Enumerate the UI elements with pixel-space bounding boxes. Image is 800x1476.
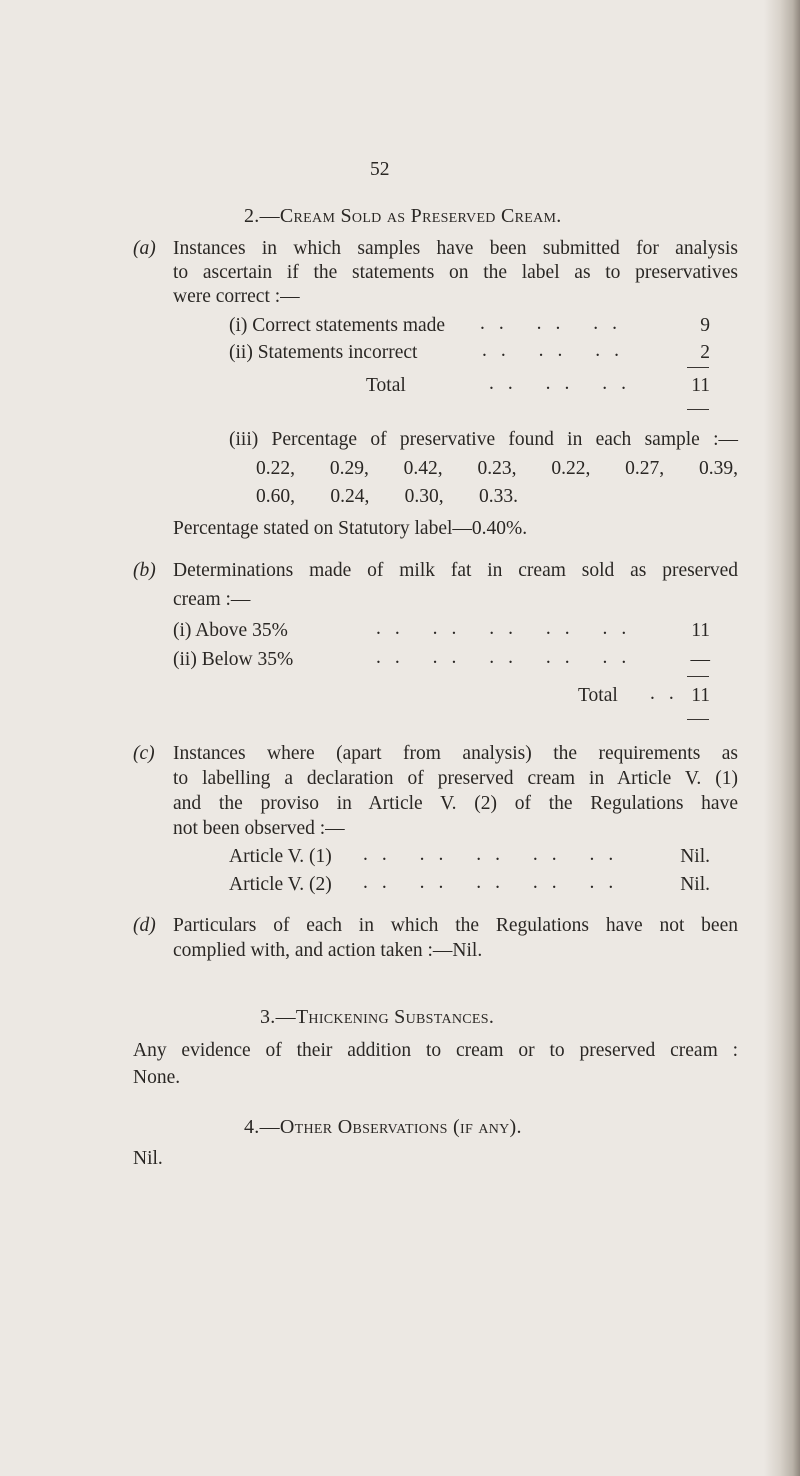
percent-value: 0.22, (551, 458, 591, 479)
percent-row-2 (256, 485, 518, 509)
item-c-line-2: to labelling a declaration of preserved cream in Article V. (1) (173, 768, 738, 789)
item-b-line-2: cream :— (173, 589, 251, 610)
stated-percentage: Percentage stated on Statutory label—0.40%. (173, 518, 528, 539)
a-total-label: Total (366, 375, 406, 396)
item-d-line-2: complied with, and action taken :—Nil. (173, 940, 483, 961)
rule (687, 719, 709, 720)
rule (687, 676, 709, 677)
b-total-label: Total (578, 685, 618, 706)
percent-value: 0.29, (329, 458, 369, 479)
c-article-1-value: Nil. (680, 846, 710, 867)
percent-value: 0.23, (477, 458, 517, 479)
c-article-1-label: Article V. (1) (229, 846, 332, 867)
b-ii-value: — (690, 649, 710, 670)
a-iii-lead: (iii) Percentage of preservative found in each sample :— (229, 429, 738, 450)
rule (687, 367, 709, 368)
item-d-marker: (d) (133, 915, 156, 936)
item-c-line-1: Instances where (apart from analysis) the requirements as (173, 743, 738, 764)
c-article-2-value: Nil. (680, 874, 710, 895)
item-b-line-1: Determinations made of milk fat in cream sold as preserved (173, 560, 738, 581)
b-ii-label: (ii) Below 35% (173, 649, 294, 670)
item-b-marker: (b) (133, 560, 156, 581)
percent-value: 0.24, (330, 486, 370, 507)
percent-value: 0.39, (698, 458, 738, 479)
item-a-line-1: Instances in which samples have been submitted for analysis (173, 238, 738, 259)
percent-value: 0.30, (404, 486, 444, 507)
item-a-line-3: were correct :— (173, 286, 300, 307)
section-2-heading: 2.—Cream Sold as Preserved Cream. (244, 205, 562, 227)
leader-dots: .. .. .. (489, 373, 640, 394)
section-3-line-1: Any evidence of their addition to cream or to preserved cream : (133, 1040, 738, 1061)
b-i-label: (i) Above 35% (173, 620, 288, 641)
b-total-value: 11 (691, 685, 710, 706)
section-4-heading: 4.—Other Observations (if any). (244, 1116, 522, 1138)
section-3-heading: 3.—Thickening Substances. (260, 1006, 495, 1028)
item-a-marker: (a) (133, 238, 156, 259)
a-i-value: 9 (700, 315, 710, 336)
leader-dots: .. .. .. .. .. (376, 647, 641, 668)
c-article-2-label: Article V. (2) (229, 874, 332, 895)
leader-dots: .. .. .. .. .. (363, 872, 628, 893)
page-number: 52 (370, 159, 390, 180)
percent-row-1 (256, 457, 738, 481)
percent-value: 0.33. (478, 486, 518, 507)
percent-value: 0.27, (625, 458, 665, 479)
item-c-marker: (c) (133, 743, 155, 764)
a-total-value: 11 (691, 375, 710, 396)
b-i-value: 11 (691, 620, 710, 641)
percent-value: 0.22, (256, 458, 295, 479)
item-d-line-1: Particulars of each in which the Regulations have not been (173, 915, 738, 936)
percent-value: 0.60, (256, 486, 295, 507)
leader-dots: .. .. .. (480, 313, 631, 334)
page-edge-shadow (764, 0, 800, 1476)
a-i-label: (i) Correct statements made (229, 315, 446, 336)
percent-value: 0.42, (403, 458, 443, 479)
leader-dots: .. .. .. .. .. (376, 618, 641, 639)
leader-dots: .. .. .. .. .. (363, 844, 628, 865)
item-c-line-3: and the proviso in Article V. (2) of the Regulations have (173, 793, 738, 814)
leader-dots: .. .. .. (482, 340, 633, 361)
rule (687, 409, 709, 410)
item-a-line-2: to ascertain if the statements on the label as to preservatives (173, 262, 738, 283)
section-3-line-2: None. (133, 1067, 181, 1088)
section-4-body: Nil. (133, 1148, 163, 1169)
a-ii-label: (ii) Statements incorrect (229, 342, 418, 363)
leader-dots: .. (650, 683, 688, 704)
item-c-line-4: not been observed :— (173, 818, 345, 839)
a-ii-value: 2 (700, 342, 710, 363)
